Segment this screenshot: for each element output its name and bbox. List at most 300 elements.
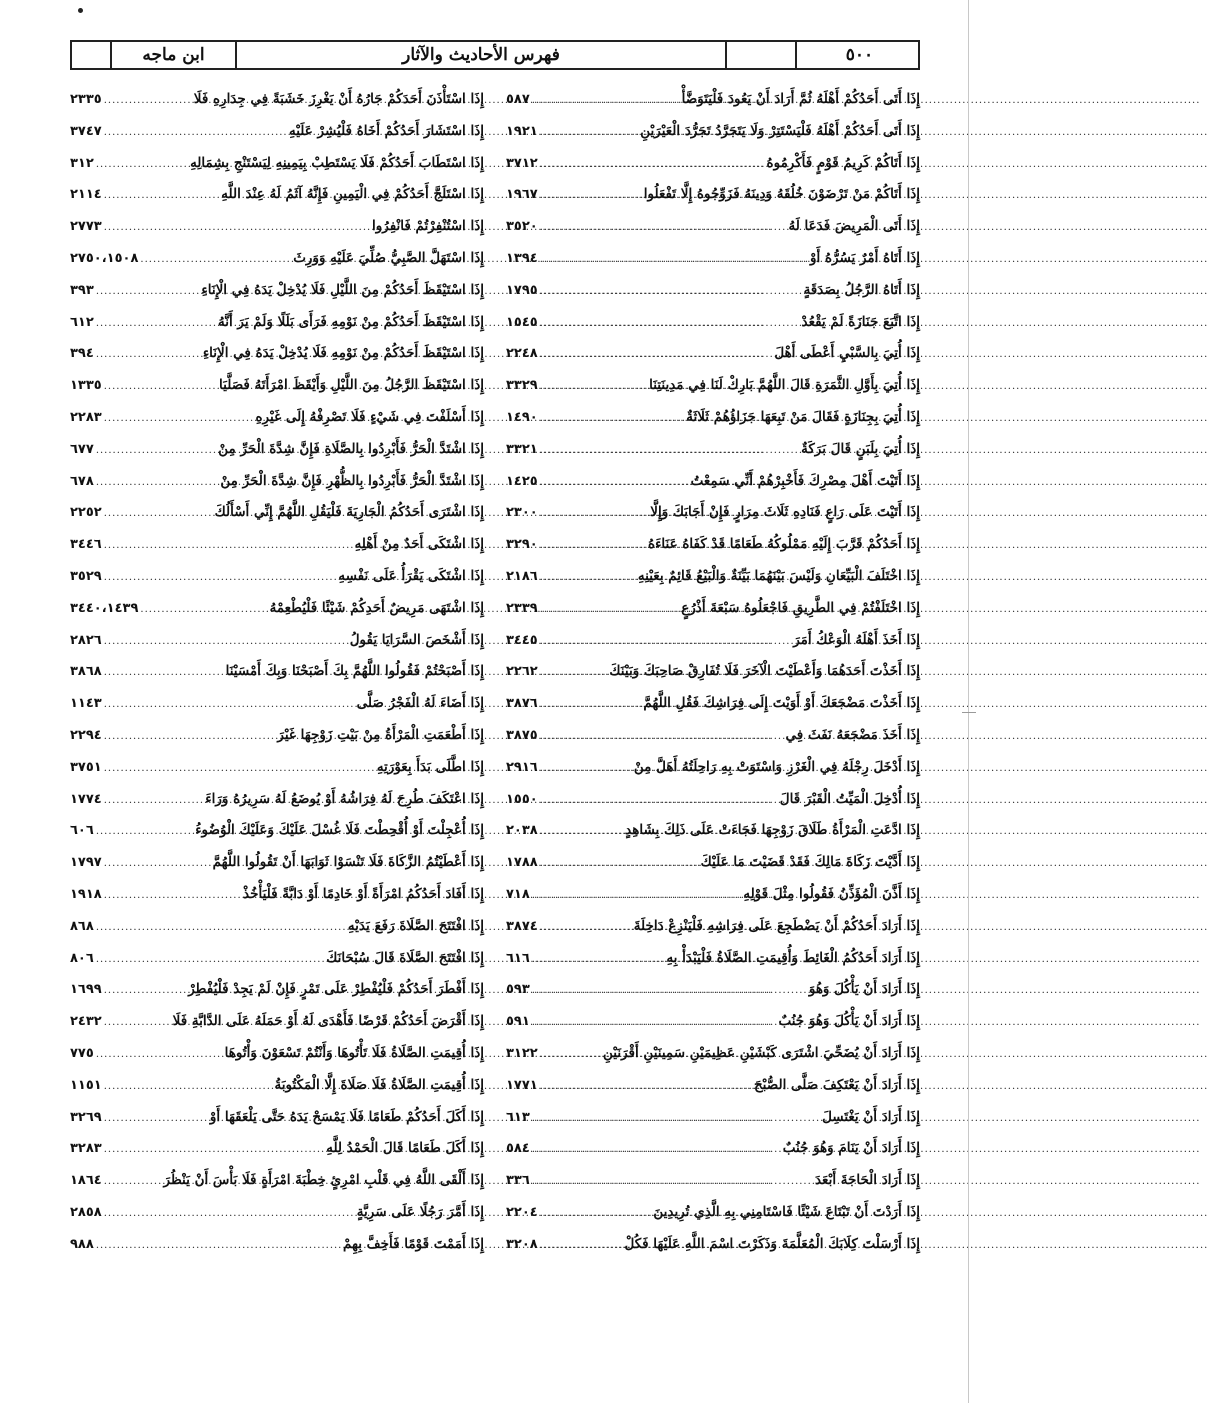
- dot-leader: [104, 1103, 208, 1135]
- index-entry: [506, 815, 920, 847]
- index-entry: [70, 784, 484, 816]
- index-entry: [506, 943, 920, 975]
- hadith-number: ٥٩٣: [506, 982, 530, 998]
- hadith-text: إِذَا اشْتَدَّ الْحَرُّ فَأَبْرِدُوا بِالصَّلَاةِ فَإِنَّ شِدَّةَ الْحَرِّ مِنْ: [218, 440, 484, 457]
- hadith-text: إِذَا ادَّعَتِ الْمَرْأَةُ طَلَاقَ زَوْجِهَا فَجَاءَتْ عَلَى ذَلِكَ بِشَاهِدٍ: [625, 822, 920, 839]
- hadith-text: إِذَا أَخَذْتَ مَضْجَعَكَ أَوْ أَوَيْتَ إِلَى فِرَاشِكَ فَقُلِ اللَّهُمَّ: [643, 695, 920, 712]
- hadith-text: إِذَا أَخَذَ أَهْلَهُ الْوَعْكُ أَمَرَ: [793, 631, 920, 648]
- hadith-number: ٢٧٧٣: [70, 219, 102, 235]
- hadith-text: إِذَا أَرَادَ أَنْ يَعْتَكِفَ صَلَّى الصُّبْحَ: [753, 1076, 920, 1093]
- index-entry: [506, 370, 920, 402]
- dot-leader: [540, 149, 765, 181]
- index-entry: [70, 402, 484, 434]
- index-entry: [506, 84, 920, 116]
- dot-leader: [104, 880, 241, 912]
- hadith-text: إِذَا أَرَادَ أَنْ يَأْكُلَ وَهُوَ: [808, 981, 920, 998]
- hadith-number: ١٤٢٥: [506, 473, 538, 489]
- index-entry: [70, 625, 484, 657]
- hadith-number: ٣٩٣: [70, 282, 94, 298]
- hadith-text: إِذَا أُعْجِلْتَ أَوْ أُقْحِطْتَ فَلَا غُسْلَ عَلَيْكَ وَعَلَيْكَ الْوُضُوءُ: [195, 822, 484, 839]
- hadith-number: ١٣٩٤: [506, 250, 538, 266]
- hadith-text: إِذَا أَلْقَى اللَّهُ فِي قَلْبِ امْرِئٍ خِطْبَةَ امْرَأَةٍ فَلَا بَأْسَ أَنْ يَنْظُرَ: [163, 1172, 484, 1189]
- hadith-number: ٣٧٥١: [70, 759, 102, 775]
- index-entry: [506, 1229, 920, 1261]
- hadith-text: إِذَا أَكَلَ طَعَامًا قَالَ الْحَمْدُ لِلَّهِ: [326, 1140, 484, 1157]
- index-entry: [70, 211, 484, 243]
- hadith-text: إِذَا أَرَادَ أَنْ يَغْتَسِلَ: [822, 1108, 920, 1125]
- dot-leader: [96, 1039, 223, 1071]
- dot-leader: [96, 1230, 341, 1262]
- hadith-number: ٧٧٥: [70, 1045, 94, 1061]
- index-entry: [506, 466, 920, 498]
- scan-edge-line: [968, 0, 969, 1403]
- dot-leader: [540, 117, 638, 149]
- dot-leader: [540, 371, 647, 403]
- index-entry: [70, 720, 484, 752]
- dot-leader: [540, 1039, 601, 1071]
- dot-leader: [104, 1007, 171, 1039]
- index-entry: [506, 752, 920, 784]
- dot-leader: [540, 848, 699, 880]
- hadith-text: إِذَا أَفَادَ أَحَدُكُمُ امْرَأَةً أَوْ خَادِمًا أَوْ دَابَّةً فَلْيَأْخُذْ: [243, 885, 484, 902]
- index-entry: [506, 402, 920, 434]
- index-entry: [506, 211, 920, 243]
- hadith-number: ٢٨٥٨: [70, 1204, 102, 1220]
- index-entry: [506, 434, 920, 466]
- index-entry: [70, 148, 484, 180]
- hadith-number: ٣٢٦٩: [70, 1109, 102, 1125]
- hadith-text: إِذَا اطَّلَى بَدَأَ بِعَوْرَتِهِ: [376, 758, 484, 775]
- index-entry: [70, 1133, 484, 1165]
- hadith-number: ١٨٦٤: [70, 1173, 102, 1189]
- dot-leader: [104, 562, 337, 594]
- book-name: ابن ماجه: [112, 42, 237, 68]
- index-entry: [506, 1133, 920, 1165]
- dot-leader: [540, 435, 799, 467]
- index-entry: [506, 148, 920, 180]
- hadith-number: ٣١٢: [70, 155, 94, 171]
- dot-leader: [96, 816, 193, 848]
- dot-leader: [104, 785, 203, 817]
- hadith-number: ٣١٢٢: [506, 1045, 538, 1061]
- index-entry: [506, 179, 920, 211]
- hadith-number: ٦١٦: [506, 950, 530, 966]
- hadith-text: إِذَا اسْتَيْقَظَ الرَّجُلُ مِنَ اللَّيْلِ وَأَيْقَظَ امْرَأَتَهُ فَصَلَّيَا: [219, 377, 484, 394]
- hadith-number: ٣٨٧٥: [506, 727, 538, 743]
- hadith-text: إِذَا أَتَاكُمْ مَنْ تَرْضَوْنَ خُلُقَهُ وَدِينَهُ فَزَوِّجُوهُ إِلَّا تَفْعَلُوا: [643, 186, 920, 203]
- index-entry: [70, 1102, 484, 1134]
- index-entry: [70, 847, 484, 879]
- dot-leader: [140, 594, 267, 626]
- hadith-number: ٦٧٨: [70, 473, 94, 489]
- index-entry: [506, 1165, 920, 1197]
- hadith-number: ٣٨٦٨: [70, 664, 102, 680]
- hadith-number: ٣٢٠٨: [506, 1236, 538, 1252]
- index-entry: [506, 911, 920, 943]
- page-header: [70, 40, 920, 70]
- index-entry: [70, 370, 484, 402]
- right-column: [506, 84, 920, 1274]
- hadith-number: ١٦٩٩: [70, 982, 102, 998]
- dot-leader: [104, 498, 213, 530]
- hadith-text: إِذَا اسْتَلَجَّ أَحَدُكُمْ فِي الْيَمِينِ فَإِنَّهُ آثَمُ لَهُ عِنْدَ اللَّهِ: [221, 186, 484, 203]
- hadith-text: إِذَا اتَّبَعَ جَنَازَةً لَمْ يَقْعُدْ: [801, 313, 920, 330]
- hadith-number: ١٧٩٧: [70, 855, 102, 871]
- dot-leader: [540, 1198, 652, 1230]
- index-entry: [70, 1006, 484, 1038]
- dot-leader: [532, 85, 680, 117]
- dot-leader: [104, 530, 353, 562]
- hadith-number: ٢٠٣٨: [506, 823, 538, 839]
- hadith-text: إِذَا اسْتَيْقَظَ أَحَدُكُمْ مِنْ نَوْمِهِ فَلَا يُدْخِلْ يَدَهُ فِي الْإِنَاءِ: [202, 345, 484, 362]
- hadith-number: ٢٩١٦: [506, 759, 538, 775]
- hadith-text: إِذَا اسْتَيْقَظَ أَحَدُكُمْ مِنْ نَوْمِهِ فَرَأَى بَلَلًا وَلَمْ يَرَ أَنَّهُ: [217, 313, 484, 330]
- hadith-number: ٢٢٩٤: [70, 727, 102, 743]
- hadith-text: إِذَا أَحَدُكُمْ قَرَّبَ إِلَيْهِ مَمْلُوكُهُ طَعَامًا قَدْ كَفَاهُ عَنَاءَهُ: [648, 536, 920, 553]
- index-entry: [70, 974, 484, 1006]
- hadith-number: ١٥٥٠: [506, 791, 538, 807]
- dot-leader: [96, 912, 346, 944]
- index-entry: [70, 561, 484, 593]
- hadith-text: إِذَا أَتَاكُمْ كَرِيمُ قَوْمٍ فَأَكْرِمُوهُ: [766, 154, 920, 171]
- dot-leader: [540, 1230, 623, 1262]
- hadith-number: ٢٢٤٨: [506, 346, 538, 362]
- index-entry: [70, 879, 484, 911]
- dot-leader: [540, 753, 632, 785]
- hadith-number: ٣٤٤٠،١٤٣٩: [70, 600, 139, 616]
- index-entry: [506, 275, 920, 307]
- index-entry: [506, 1038, 920, 1070]
- hadith-number: ١٥٤٥: [506, 314, 538, 330]
- dot-leader: [96, 435, 216, 467]
- index-entry: [70, 275, 484, 307]
- hadith-number: ٣٢٨٣: [70, 1141, 102, 1157]
- index-entry: [70, 84, 484, 116]
- index-entry: [70, 1038, 484, 1070]
- index-entry: [70, 307, 484, 339]
- hadith-text: إِذَا اخْتَلَفْتُمْ فِي الطَّرِيقِ فَاجْعَلُوهُ سَبْعَةَ أَذْرُعٍ: [681, 599, 920, 616]
- hadith-number: ٢١٨٦: [506, 568, 538, 584]
- dot-leader: [540, 594, 679, 626]
- hadith-text: إِذَا أَسْلَفْتَ فِي شَيْءٍ فَلَا تَصْرِفْهُ إِلَى غَيْرِهِ: [255, 408, 484, 425]
- dot-leader: [540, 816, 623, 848]
- index-entry: [506, 688, 920, 720]
- index-entry: [70, 1197, 484, 1229]
- dot-leader: [540, 562, 636, 594]
- index-entry: [70, 656, 484, 688]
- dot-leader: [104, 212, 370, 244]
- dot-leader: [104, 657, 224, 689]
- hadith-text: إِذَا أَرَادَ أَنْ يَنَامَ وَهُوَ جُنُبٌ: [782, 1140, 920, 1157]
- hadith-number: ١٩٦٧: [506, 187, 538, 203]
- hadith-number: ٢٣٣٥: [70, 92, 102, 107]
- index-entry: [70, 466, 484, 498]
- index-entry: [70, 434, 484, 466]
- dot-leader: [532, 944, 665, 976]
- hadith-text: إِذَا أَخَذَ مَضْجَعَهُ نَفَثَ فِي: [785, 726, 920, 743]
- dot-leader: [532, 975, 807, 1007]
- dot-leader: [96, 944, 324, 976]
- dot-leader: [540, 785, 778, 817]
- dot-leader: [532, 1134, 781, 1166]
- index-entry: [506, 593, 920, 625]
- index-entry: [506, 1102, 920, 1134]
- hadith-text: إِذَا أَتَاهُ الرَّجُلُ بِصَدَقَةٍ: [803, 281, 920, 298]
- hadith-text: إِذَا أَشْخَصَ السَّرَايَا يَقُولُ: [349, 631, 484, 648]
- hadith-text: إِذَا أَدَّيْتَ زَكَاةَ مَالِكَ فَقَدْ قَضَيْتَ مَا عَلَيْكَ: [700, 854, 920, 871]
- dot-leader: [540, 276, 802, 308]
- hadith-text: إِذَا أَتَاهُ أَمْرٌ يَسُرُّهُ أَوْ: [809, 249, 920, 266]
- dot-leader: [96, 149, 188, 181]
- hadith-number: ٢٤٣٢: [70, 1014, 102, 1030]
- hadith-text: إِذَا أَتَى أَحَدُكُمْ أَهْلَهُ ثُمَّ أَرَادَ أَنْ يَعُودَ فَلْيَتَوَضَّأْ: [681, 91, 920, 107]
- index-entry: [506, 720, 920, 752]
- hadith-text: إِذَا أَمَّرَ رَجُلًا عَلَى سَرِيَّةٍ: [356, 1203, 484, 1220]
- hadith-number: ١٧٧١: [506, 1077, 538, 1093]
- dot-leader: [104, 1071, 273, 1103]
- hadith-number: ٨٠٦: [70, 950, 94, 966]
- index-entry: [506, 879, 920, 911]
- index-entry: [70, 338, 484, 370]
- hadith-number: ١٧٩٥: [506, 282, 538, 298]
- hadith-number: ٢٢٠٤: [506, 1204, 538, 1220]
- dot-leader: [104, 1134, 324, 1166]
- hadith-text: إِذَا أُتِيَ بِجِنَازَةٍ فَقَالَ مَنْ تَبِعَهَا جَزَاؤُهُمْ ثَلَاثَةٌ: [686, 408, 920, 425]
- hadith-text: إِذَا أَرَادَ أَنْ يَأْكُلَ وَهُوَ جُنُبٌ: [778, 1013, 920, 1030]
- hadith-number: ٢٢٥٢: [70, 505, 102, 521]
- hadith-number: ٥٨٤: [506, 1141, 530, 1157]
- hadith-number: ٢٢٦٢: [506, 664, 538, 680]
- hadith-text: إِذَا اسْتَطَابَ أَحَدُكُمْ فَلَا يَسْتَطِبْ بِيَمِينِهِ لِيَسْتَنْجِ بِشِمَالِهِ: [190, 154, 484, 171]
- index-entry: [70, 943, 484, 975]
- index-entry: [70, 911, 484, 943]
- hadith-text: إِذَا اشْتَدَّ الْحَرُّ فَأَبْرِدُوا بِالظُّهْرِ فَإِنَّ شِدَّةَ الْحَرِّ مِنْ: [220, 472, 484, 489]
- hadith-text: إِذَا أُتِيَ بِأَوَّلِ الثَّمَرَةِ قَالَ اللَّهُمَّ بَارِكْ لَنَا فِي مَدِينَتِنَا: [649, 377, 920, 394]
- hadith-text: إِذَا أَدْخَلَ رِجْلَهُ فِي الْغَرْزِ وَاسْتَوَتْ بِهِ رَاحِلَتُهُ أَهَلَّ مِنْ: [633, 758, 920, 775]
- index-entry: [70, 243, 484, 275]
- index-entry: [506, 656, 920, 688]
- hadith-number: ٥٩١: [506, 1014, 530, 1030]
- hadith-number: ٢٣٣٩: [506, 600, 538, 616]
- hadith-text: إِذَا أَصْبَحْتُمْ فَقُولُوا اللَّهُمَّ بِكَ أَصْبَحْنَا وَبِكَ أَمْسَيْنَا: [225, 663, 484, 680]
- index-entry: [506, 847, 920, 879]
- index-entry: [506, 784, 920, 816]
- dot-leader: [104, 848, 211, 880]
- dot-leader: [540, 530, 646, 562]
- dot-leader: [540, 308, 800, 340]
- dot-leader: [96, 467, 219, 499]
- hadith-number: ٣٣٢١: [506, 441, 538, 457]
- header-empty-cell: [72, 42, 112, 68]
- hadith-text: إِذَا أُدْخِلَ الْمَيِّتُ الْقَبْرَ قَالَ: [779, 790, 920, 807]
- hadith-text: إِذَا أَذَّنَ الْمُؤَذِّنُ فَقُولُوا مِثْلَ قَوْلِهِ: [743, 885, 920, 902]
- hadith-number: ٣٣٢٩: [506, 378, 538, 394]
- hadith-text: إِذَا اخْتَلَفَ الْبَيِّعَانِ وَلَيْسَ بَيْنَهُمَا بَيِّنَةٌ وَالْبَيْعُ قَائِمٌ بِعَيْنِهِ: [637, 567, 920, 584]
- hadith-text: إِذَا أَضَاءَ لَهُ الْفَجْرُ صَلَّى: [356, 695, 484, 712]
- index-entry: [506, 625, 920, 657]
- dot-leader: [104, 117, 287, 149]
- index-entry: [70, 593, 484, 625]
- hadith-number: ١١٥١: [70, 1077, 102, 1093]
- index-entry: [506, 561, 920, 593]
- hadith-text: إِذَا أُتِيَ بِالسَّبْيِ أَعْطَى أَهْلَ: [774, 345, 920, 362]
- index-entry: [70, 688, 484, 720]
- hadith-number: ٣٤٤٦: [70, 537, 102, 553]
- dot-leader: [540, 1071, 752, 1103]
- hadith-text: إِذَا أَتَيْتَ عَلَى رَاعٍ فَنَادِهِ ثَلَاثَ مِرَارٍ فَإِنْ أَجَابَكَ وَإِلَّا: [650, 504, 920, 521]
- hadith-text: إِذَا أُقِيمَتِ الصَّلَاةُ فَلَا صَلَاةَ إِلَّا الْمَكْتُوبَةُ: [274, 1076, 484, 1093]
- dot-leader: [104, 180, 220, 212]
- hadith-text: إِذَا اشْتَهَى مَرِيضٌ أَحَدِكُمْ شَيْئًا فَلْيُطْعِمْهُ: [269, 599, 484, 616]
- hadith-text: إِذَا أَكَلَ أَحَدُكُمْ طَعَامًا فَلَا يَمْسَحْ يَدَهُ حَتَّى يَلْعَقَهَا أَوْ: [209, 1108, 484, 1125]
- hadith-text: إِذَا أُقِيمَتِ الصَّلَاةُ فَلَا تَأْتُوهَا وَأَنْتُمْ تَسْعَوْنَ وَأْتُوهَا: [224, 1044, 484, 1061]
- hadith-number: ١٤٩٠: [506, 409, 538, 425]
- hadith-text: إِذَا أَفْطَرَ أَحَدُكُمْ فَلْيُفْطِرْ عَلَى تَمْرٍ فَإِنْ لَمْ يَجِدْ فَلْيُفْطِرْ: [188, 981, 484, 998]
- index-entry: [70, 752, 484, 784]
- hadith-number: ١١٤٣: [70, 696, 102, 712]
- index-entry: [506, 116, 920, 148]
- hadith-text: إِذَا افْتَتَحَ الصَّلَاةَ رَفَعَ يَدَيْهِ: [347, 917, 484, 934]
- index-entry: [506, 1070, 920, 1102]
- index-entry: [506, 1006, 920, 1038]
- dot-leader: [96, 339, 201, 371]
- hadith-number: ٦١٣: [506, 1109, 530, 1125]
- dot-leader: [104, 403, 254, 435]
- dot-leader: [104, 371, 217, 403]
- dot-leader: [140, 244, 291, 276]
- dot-leader: [532, 1007, 777, 1039]
- hadith-number: ٦٧٧: [70, 441, 94, 457]
- dot-leader: [104, 721, 276, 753]
- dot-leader: [104, 85, 192, 117]
- dot-leader: [104, 626, 348, 658]
- index-entry: [506, 338, 920, 370]
- hadith-text: إِذَا أَعْطَيْتُمُ الزَّكَاةَ فَلَا تَنْسَوْا ثَوَابَهَا أَنْ تَقُولُوا اللَّهُمَّ: [212, 854, 484, 871]
- hadith-text: إِذَا اسْتَهَلَّ الصَّبِيُّ صُلِّيَ عَلَيْهِ وَوَرِثَ: [293, 249, 484, 266]
- hadith-number: ٦٠٦: [70, 823, 94, 839]
- page-mark: [78, 8, 83, 13]
- hadith-number: ٣٨٧٦: [506, 696, 538, 712]
- dot-leader: [540, 212, 787, 244]
- index-entry: [70, 1070, 484, 1102]
- dot-leader: [532, 880, 742, 912]
- hadith-number: ٦١٢: [70, 314, 94, 330]
- hadith-number: ٣٧١٢: [506, 155, 538, 171]
- hadith-text: إِذَا أُتِيَ بِلَبَنٍ قَالَ بَرَكَةٌ: [801, 440, 920, 457]
- hadith-text: إِذَا أَخَذْتَ أَحَدَهُمَا وَأَعْطَيْتَ الْآخَرَ فَلَا تُفَارِقْ صَاحِبَكَ وَبَيْنَكَ: [609, 663, 920, 680]
- hadith-number: ٨٦٨: [70, 918, 94, 934]
- hadith-number: ١٧٧٤: [70, 791, 102, 807]
- dot-leader: [104, 1166, 162, 1198]
- index-entry: [506, 307, 920, 339]
- hadith-text: إِذَا أَرَادَ أَحَدُكُمُ الْغَائِطَ وَأُقِيمَتِ الصَّلَاةُ فَلْيَبْدَأْ بِهِ: [666, 949, 920, 966]
- left-column: [70, 84, 484, 1274]
- hadith-number: ١٣٣٥: [70, 378, 102, 394]
- hadith-number: ٧١٨: [506, 886, 530, 902]
- dot-leader: [96, 276, 200, 308]
- hadith-text: إِذَا أَرَادَ أَنْ يُضَحِّيَ اشْتَرَى كَبْشَيْنِ عَظِيمَيْنِ سَمِينَيْنِ أَقْرَنَيْنِ: [602, 1044, 920, 1061]
- index-entry: [506, 1197, 920, 1229]
- dot-leader: [532, 1103, 820, 1135]
- index-title: فهرس الأحاديث والآثار: [237, 42, 727, 68]
- index-entry: [70, 529, 484, 561]
- header-spacer-cell: [727, 42, 797, 68]
- dot-leader: [540, 467, 689, 499]
- index-entry: [70, 497, 484, 529]
- dot-leader: [532, 1166, 813, 1198]
- hadith-number: ٣٥٢٩: [70, 568, 102, 584]
- dot-leader: [96, 308, 216, 340]
- index-entry: [506, 243, 920, 275]
- hadith-text: إِذَا اسْتُنْفِرْتُمْ فَانْفِرُوا: [371, 218, 484, 235]
- hadith-text: إِذَا اشْتَكَى يَقْرَأُ عَلَى نَفْسِهِ: [338, 567, 484, 584]
- dot-leader: [540, 626, 791, 658]
- index-entry: [506, 497, 920, 529]
- hadith-number: ٣٤٤٥: [506, 632, 538, 648]
- hadith-number: ٥٨٧: [506, 92, 530, 107]
- hadith-text: إِذَا أَتَيْتَ أَهْلَ مِصْرِكَ فَأَخْبِرْهُمْ أَنِّي سَمِعْتُ: [690, 472, 920, 489]
- hadith-text: إِذَا اعْتَكَفَ طُرِحَ لَهُ فِرَاشُهُ أَوْ يُوضَعُ لَهُ سَرِيرُهُ وَرَاءَ: [205, 790, 484, 807]
- hadith-number: ٢٨٢٦: [70, 632, 102, 648]
- index-entry: [506, 974, 920, 1006]
- index-entry: [70, 815, 484, 847]
- dot-leader: [540, 912, 632, 944]
- hadith-text: إِذَا اسْتَشَارَ أَحَدُكُمْ أَخَاهُ فَلْيُشِرْ عَلَيْهِ: [288, 122, 484, 139]
- dot-leader: [540, 721, 784, 753]
- index-entry: [506, 529, 920, 561]
- index-entry: [70, 1165, 484, 1197]
- hadith-number: ٢٢٨٣: [70, 409, 102, 425]
- hadith-number: ٢١١٤: [70, 187, 102, 203]
- dot-leader: [540, 339, 773, 371]
- hadith-text: إِذَا اسْتَأْذَنَ أَحَدَكُمْ جَارُهُ أَنْ يَغْرِزَ خَشَبَةً فِي جِدَارِهِ فَلَا: [193, 91, 484, 107]
- dot-leader: [540, 689, 642, 721]
- hadith-text: إِذَا أَرَدْتَ أَنْ تَبْتَاعَ شَيْئًا فَاسْتَامِنِي بِهِ الَّذِي تُرِيدِينَ: [653, 1203, 920, 1220]
- dot-leader: [104, 689, 355, 721]
- index-columns: [70, 84, 920, 1274]
- scan-edge-mark: [962, 712, 976, 713]
- dot-leader: [540, 244, 808, 276]
- hadith-text: إِذَا أَتَى الْمَرِيضَ فَدَعَا لَهُ: [788, 218, 920, 235]
- hadith-number: ٩٨٨: [70, 1236, 94, 1252]
- dot-leader: [104, 753, 375, 785]
- hadith-text: إِذَا اسْتَيْقَظَ أَحَدُكُمْ مِنَ اللَّيْلِ فَلَا يُدْخِلْ يَدَهُ فِي الْإِنَاءِ: [201, 281, 484, 298]
- hadith-text: إِذَا افْتَتَحَ الصَّلَاةَ قَالَ سُبْحَانَكَ: [326, 949, 484, 966]
- dot-leader: [104, 975, 186, 1007]
- hadith-text: إِذَا أَرَادَ الْحَاجَةَ أَبْعَدَ: [814, 1172, 920, 1189]
- hadith-number: ١٩١٨: [70, 886, 102, 902]
- index-entry: [70, 1229, 484, 1261]
- hadith-number: ٢٣٠٠: [506, 505, 538, 521]
- dot-leader: [540, 180, 642, 212]
- hadith-text: إِذَا أَتَى أَحَدُكُمْ أَهْلَهُ فَلْيَسْتَتِرْ وَلَا يَتَجَرَّدُ تَجَرُّدَ الْعَيْرَيْنِ: [640, 122, 920, 139]
- hadith-text: إِذَا اشْتَكَى أَحَدٌ مِنْ أَهْلِهِ: [354, 536, 484, 553]
- hadith-text: إِذَا أَرْسَلْتَ كِلَابَكَ الْمُعَلَّمَةَ وَذَكَرْتَ اسْمَ اللَّهِ عَلَيْهَا فَكُلْ: [624, 1235, 920, 1252]
- dot-leader: [540, 403, 684, 435]
- hadith-text: إِذَا أَقْرَضَ أَحَدُكُمْ قَرْضًا فَأَهْدَى لَهُ أَوْ حَمَلَهُ عَلَى الدَّابَّةِ فَلَا: [172, 1013, 484, 1030]
- hadith-number: ١٧٨٨: [506, 855, 538, 871]
- dot-leader: [540, 498, 649, 530]
- index-entry: [70, 179, 484, 211]
- hadith-text: إِذَا أَمَمْتَ قَوْمًا فَأَخِفَّ بِهِمْ: [343, 1235, 484, 1252]
- index-entry: [70, 116, 484, 148]
- hadith-number: ٢٧٥٠،١٥٠٨: [70, 250, 139, 266]
- hadith-number: ٣٧٤٧: [70, 123, 102, 139]
- page-number: ٥٠٠: [845, 45, 874, 65]
- dot-leader: [540, 657, 608, 689]
- hadith-number: ١٩٢١: [506, 123, 538, 139]
- hadith-number: ٣٩٤: [70, 346, 94, 362]
